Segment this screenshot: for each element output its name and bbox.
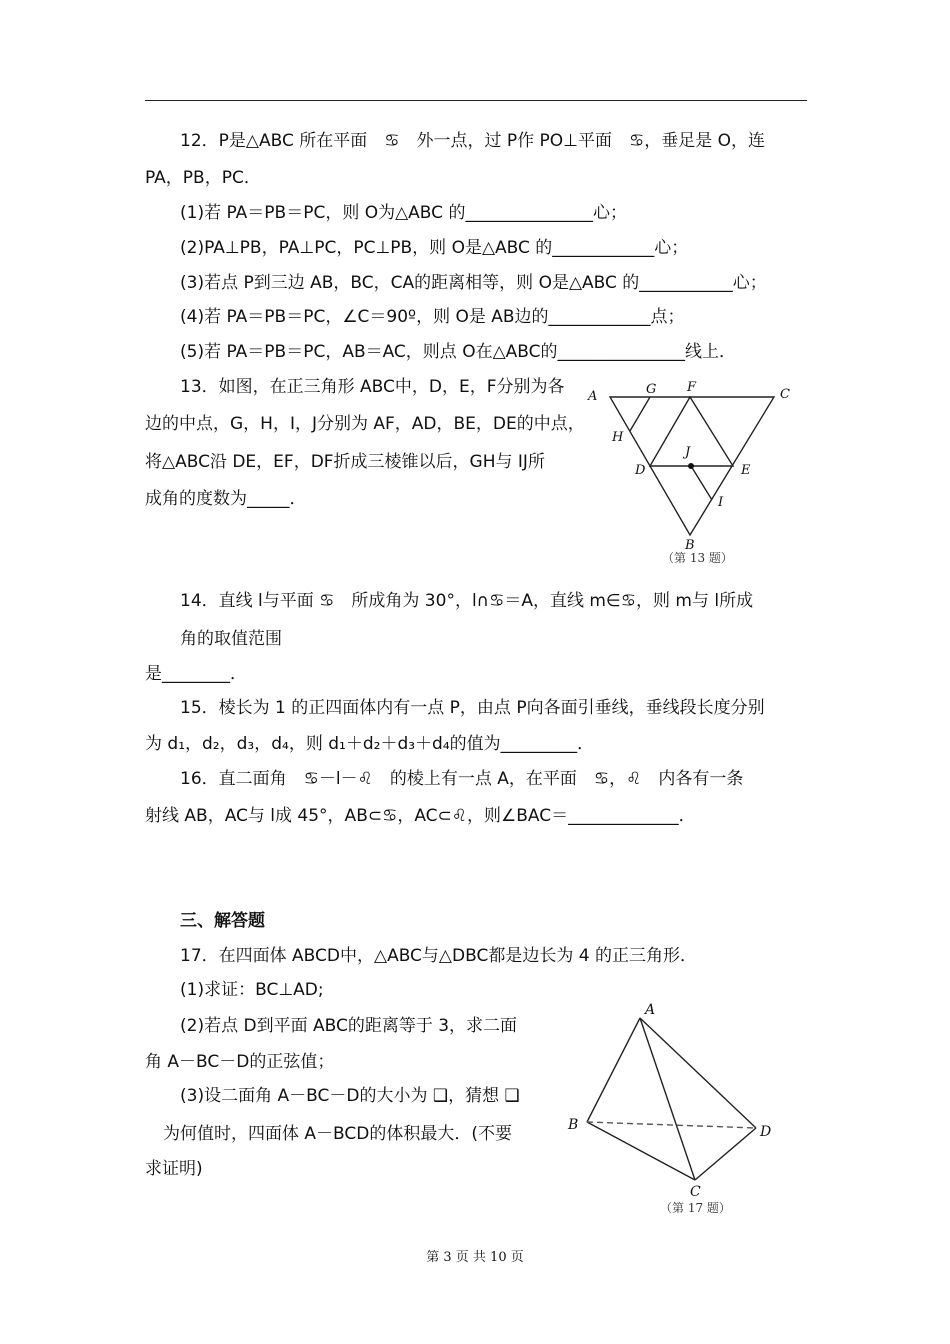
label-g: G	[646, 382, 657, 397]
header-rule	[145, 100, 807, 101]
edge-ac	[640, 1018, 695, 1180]
q15-line-1: 15．棱长为 1 的正四面体内有一点 P，由点 P向各面引垂线，垂线段长度分别	[180, 698, 765, 718]
q12-part-2: (2)PA⊥PB，PA⊥PC，PC⊥PB，则 O是△ABC 的____________心；	[180, 238, 689, 258]
label-b: B	[568, 1117, 579, 1133]
q13-line-1: 13．如图，在正三角形 ABC中，D，E，F分别为各	[180, 377, 565, 397]
edge-cd	[695, 1128, 756, 1180]
section-heading: 三、解答题	[180, 911, 265, 931]
label-a: A	[645, 1002, 656, 1018]
q12-part-3: (3)若点 P到三边 AB，BC，CA的距离相等，则 O是△ABC 的___________心；	[180, 273, 767, 293]
q17-part-2: (2)若点 D到平面 ABC的距离等于 3，求二面	[180, 1016, 518, 1036]
label-a: A	[588, 389, 598, 404]
q13-line-2: 边的中点，G，H，I，J分别为 AF，AD，BE，DE的中点，	[145, 414, 585, 434]
q13-line-3: 将△ABC沿 DE，EF，DF折成三棱锥以后，GH与 IJ所	[145, 452, 545, 472]
q12-part-5: (5)若 PA＝PB＝PC，AB＝AC，则点 O在△ABC的_______________线上．	[180, 342, 737, 362]
q12-part-1: (1)若 PA＝PB＝PC，则 O为△ABC 的_______________心；	[180, 203, 627, 223]
figure-17	[560, 330, 800, 1220]
label-d: D	[635, 463, 646, 478]
q16-line-2: 射线 AB，AC与 l成 45°，AB⊂♋，AC⊂♌，则∠BAC＝_____________．	[145, 806, 696, 826]
label-f: F	[687, 380, 697, 395]
label-e: E	[741, 463, 751, 478]
q14-line-3: 是________．	[145, 664, 247, 684]
page-footer: 第 3 页 共 10 页	[426, 1250, 524, 1265]
q17-part-3: (3)设二面角 A－BC－D的大小为 ❑，猜想 ❑	[180, 1086, 520, 1106]
edge-ad	[640, 1018, 756, 1128]
q17-part-3-end: 求证明)	[145, 1159, 203, 1179]
q17-part-1: (1)求证：BC⊥AD;	[180, 980, 324, 1000]
label-d: D	[760, 1124, 772, 1140]
q14-line-1: 14．直线 l与平面 ♋ 所成角为 30°，l∩♋＝A，直线 m∈♋，则 m与 l所成	[180, 591, 754, 611]
label-h: H	[612, 430, 624, 445]
label-c: C	[690, 1184, 701, 1200]
caption-17: （第 17 题）	[660, 1201, 731, 1215]
q12-part-4: (4)若 PA＝PB＝PC，∠C＝90º，则 O是 AB边的____________点；	[180, 307, 685, 327]
q17-part-3-cont: 为何值时，四面体 A－BCD的体积最大．(不要	[163, 1124, 512, 1144]
q16-line-1: 16．直二面角 ♋－l－♌ 的棱上有一点 A，在平面 ♋，♌ 内各有一条	[180, 769, 744, 789]
q17-part-2-cont: 角 A－BC－D的正弦值；	[145, 1052, 335, 1072]
caption-13: （第 13 题）	[662, 551, 733, 565]
q14-line-2: 角的取值范围	[180, 629, 282, 649]
q15-line-2: 为 d₁，d₂，d₃，d₄，则 d₁＋d₂＋d₃＋d₄的值为_________．	[145, 734, 595, 754]
q17-line-1: 17．在四面体 ABCD中，△ABC与△DBC都是边长为 4 的正三角形．	[180, 946, 697, 966]
q12-line-2: PA，PB，PC．	[145, 168, 261, 188]
edge-bd-hidden	[587, 1122, 756, 1128]
q12-line-1: 12．P是△ABC 所在平面 ♋ 外一点，过 P作 PO⊥平面 ♋，垂足是 O，连	[180, 131, 765, 151]
edge-ab	[587, 1018, 640, 1122]
q13-line-4: 成角的度数为_____．	[145, 489, 307, 509]
label-c: C	[780, 387, 790, 402]
label-j: J	[685, 445, 691, 460]
label-i: I	[718, 495, 724, 510]
label-b: B	[685, 538, 695, 553]
